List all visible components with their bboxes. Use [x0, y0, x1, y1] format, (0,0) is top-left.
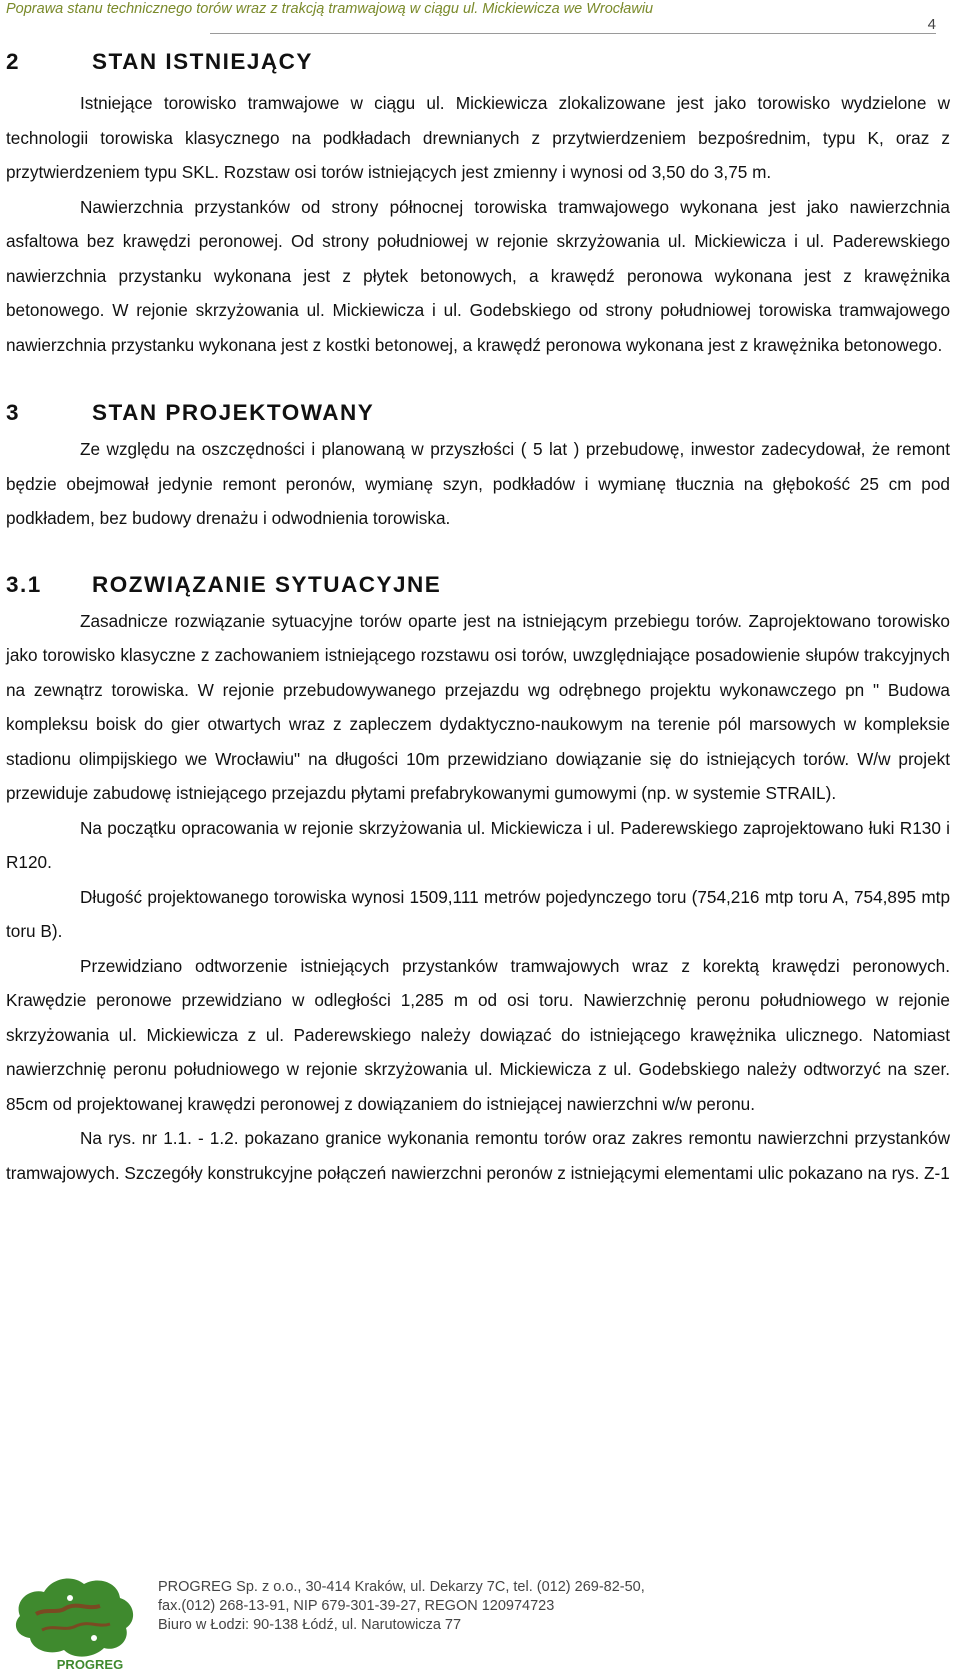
section-3-number: 3 — [6, 400, 21, 425]
section-2-title: STAN ISTNIEJĄCY — [92, 49, 313, 74]
section-3-1-heading — [6, 566, 950, 604]
footer-contact — [158, 1578, 645, 1635]
section-3-paragraph-1: Ze względu na oszczędności i planowaną w przyszłości ( 5 lat ) przebudowę, inwestor zadecydował, że remont będzie obejmował jedynie remont peronów, wymianę szyn, podkładów i wymianę tłucznia na głębokość 25 cm pod podkładem, bez budowy drenażu i odwodnienia torowiska. — [6, 439, 950, 528]
section-3-1-paragraph-1: Zasadnicze rozwiązanie sytuacyjne torów oparte jest na istniejącym przebiegu torów. Zaprojektowano torowisko jako torowisko klasyczne z zachowaniem istniejącego rozstawu osi torów, uwzględniające posadowienie słupów trakcyjnych na zewnątrz torowiska. W rejonie przebudowywanego przejazdu wg odrębnego projektu wykonawczego pn " Budowa kompleksu boisk do gier otwartych wraz z zapleczem dydaktyczno-naukowym na terenie pól marsowych w kompleksie stadionu olimpijskiego we Wrocławiu" na długości 10m przewidziano dowiązanie się do istniejących torów. W/w projekt przewiduje zabudowę istniejącego przejazdu płytami prefabrykowanymi gumowymi (np. w systemie STRAIL). — [6, 610, 950, 803]
section-3-1-number: 3.1 — [6, 571, 42, 597]
footer-line-1: PROGREG Sp. z o.o., 30-414 Kraków, ul. Dekarzy 7C, tel. (012) 269-82-50, — [158, 1579, 645, 1595]
section-3-title: STAN PROJEKTOWANY — [92, 400, 375, 425]
section-3-1-paragraph-5: Na rys. nr 1.1. - 1.2. pokazano granice wykonania remontu torów oraz zakres remontu nawierzchni przystanków tramwajowych. Szczegóły konstrukcyjne połączeń nawierzchni peronów z istniejącymi elementami ulic pokazano na rys. Z-1 — [6, 1128, 950, 1183]
section-3-heading — [6, 394, 950, 432]
page-number: 4 — [927, 16, 936, 33]
section-2-paragraph-2: Nawierzchnia przystanków od strony północnej torowiska tramwajowego wykonana jest jako nawierzchnia asfaltowa bez krawędzi peronowej. Od strony południowej w rejonie skrzyżowania ul. Mickiewicza i ul. Paderewskiego nawierzchnia przystanku wykonana jest z płytek betonowych, a krawędź peronowa wykonana jest z krawężnika betonowego. W rejonie skrzyżowania ul. Mickiewicza i ul. Godebskiego od strony południowej torowiska tramwajowego nawierzchnia przystanku wykonana jest z kostki betonowej, a krawędź peronowa wykonana jest z krawężnika betonowego. — [6, 196, 950, 355]
header-rule — [210, 33, 936, 34]
section-3-1-paragraph-2: Na początku opracowania w rejonie skrzyżowania ul. Mickiewicza i ul. Paderewskiego zaprojektowano łuki R130 i R120. — [6, 817, 950, 872]
page-footer — [0, 1560, 960, 1674]
logo-text: PROGREG — [56, 1657, 124, 1672]
running-header: Poprawa stanu technicznego torów wraz z trakcją tramwajową w ciągu ul. Mickiewicza we Wrocławiu — [6, 1, 654, 17]
section-2-number: 2 — [6, 49, 21, 74]
section-3-1-paragraph-4: Przewidziano odtworzenie istniejących przystanków tramwajowych wraz z korektą krawędzi peronowych. Krawędzie peronowe przewidziano w odległości 1,285 m od osi toru. Nawierzchnię peronu południowego w rejonie skrzyżowania ul. Mickiewicza z ul. Paderewskiego należy dowiązać do istniejącego krawężnika ulicznego. Natomiast nawierzchnię peronu południowego w rejonie skrzyżowania ul. Mickiewicza z ul. Godebskiego należy odtworzyć na szer. 85cm od projektowanej krawędzi peronowej z dowiązaniem do istniejącej nawierzchni w/w peronu. — [6, 955, 950, 1114]
footer-line-3: Biuro w Łodzi: 90-138 Łódź, ul. Narutowicza 77 — [158, 1617, 462, 1633]
section-3-1-paragraph-3: Długość projektowanego torowiska wynosi 1509,111 metrów pojedynczego toru (754,216 mtp toru A, 754,895 mtp toru B). — [6, 886, 950, 941]
section-2-heading — [6, 44, 950, 86]
document-body — [6, 44, 950, 1190]
section-2-paragraph-1: Istniejące torowisko tramwajowe w ciągu ul. Mickiewicza zlokalizowane jest jako torowisko wydzielone w technologii torowiska klasycznego na podkładach drewnianych z przytwierdzeniem bezpośrednim, typu K, oraz z przytwierdzeniem typu SKL. Rozstaw osi torów istniejących jest zmienny i wynosi od 3,50 do 3,75 m. — [6, 93, 950, 182]
footer-line-2: fax.(012) 268-13-91, NIP 679-301-39-27, REGON 120974723 — [158, 1598, 555, 1614]
section-3-1-title: ROZWIĄZANIE SYTUACYJNE — [92, 571, 442, 597]
progreg-logo — [6, 1568, 146, 1674]
